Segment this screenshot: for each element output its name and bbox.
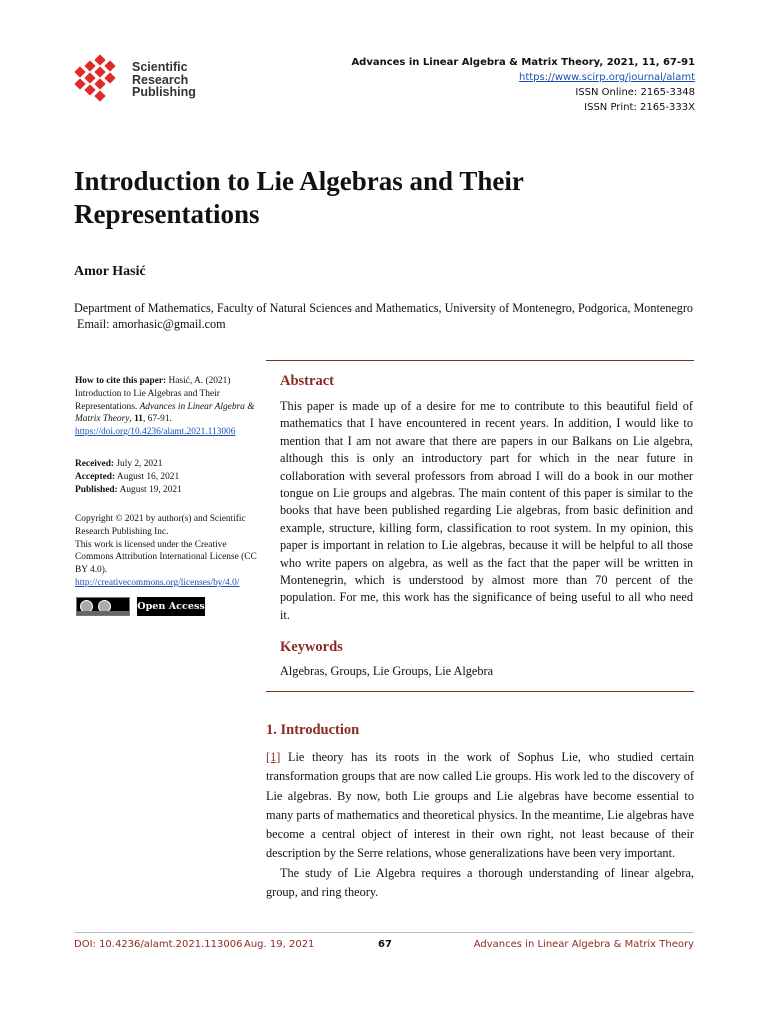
footer-rule (74, 932, 694, 933)
cite-text: Hasić, A. (2021) Introduction to Lie Algebras and Their Representations. (75, 376, 231, 412)
cite-journal: Advances in Linear Algebra & Matrix Theory (75, 401, 255, 425)
page-number: 67 (378, 939, 392, 950)
scirp-diamond-logo-icon (74, 54, 130, 110)
copyright-notice (75, 513, 261, 590)
introduction-heading: 1. Introduction (266, 722, 360, 738)
publisher-name (132, 61, 196, 99)
abstract-text: This paper is made up of a desire for me to contribute to this beautiful field of mathematics that I have encountered in recent years. In addition, I would like to mention that I am not aware that there are papers in our Balkans on Lie algebra, although this is only an introductory part for which in the near future in collaboration with several professors from abroad I will do a book in our mother tongue on Lie groups and algebras. The main content of this paper is similar to the books that have been published regarding Lie algebras, from basic definition and example, structure, killing form, classification to root system. In my opinion, this paper is important in relation to Lie algebras, because it will be helpful to all those who write papers on algebra, as well as the fact that the paper will be written in Montenegrin, which is understood by almost more than 70 percent of the population. For me, this work has the significance of being useful to all who need it. (280, 399, 693, 622)
issn-online: ISSN Online: 2165-3348 (575, 87, 695, 98)
journal-citation: Advances in Linear Algebra & Matrix Theory, 2021, 11, 67-91 (351, 57, 695, 68)
cite-label: How to cite this paper: (75, 376, 167, 386)
publisher-name-line2: Research (132, 72, 189, 87)
introduction-paragraph-1: [1] Lie theory has its roots in the work of Sophus Lie, who studied certain transformation groups that are now called Lie groups. His work led to the discovery of Lie algebras. By now, both Lie groups and Lie algebras have become essential to many parts of mathematics and theoretical physics. In the meantime, Lie algebras have become a central object of interest in their own right, not least because of their description by the Serre relations, whose generalizations have been very important. (266, 750, 694, 861)
keywords-text: Algebras, Groups, Lie Groups, Lie Algebra (280, 664, 494, 678)
publisher-name-line1: Scientific (132, 60, 188, 74)
introduction-paragraph-2: The study of Lie Algebra requires a thorough understanding of linear algebra, group, and ring theory. (266, 865, 694, 900)
copyright-line: Copyright © 2021 by author(s) and Scientific Research Publishing Inc. (75, 514, 246, 537)
license-badges (76, 597, 211, 617)
publisher-name-line3: Publishing (132, 85, 196, 99)
abstract-top-rule (266, 360, 694, 361)
cc-by-license-icon[interactable] (76, 597, 130, 616)
how-to-cite: How to cite this paper: Hasić, A. (2021) Introduction to Lie Algebras and Their Representations. Advances in Linear Algebra & Matrix Theory, 11, 67-91. https://doi.org/10.4236/alamt.2021.113006 (75, 376, 255, 438)
cite-pages: , 67-91. (142, 414, 172, 425)
introduction-body (266, 748, 694, 902)
license-text: This work is licensed under the Creative Commons Attribution International License (CC BY 4.0). (75, 539, 257, 576)
paper-title: Introduction to Lie Algebras and Their Representations (74, 166, 524, 229)
reference-link[interactable]: [1] (266, 750, 281, 764)
publication-dates (75, 458, 261, 496)
publisher-logo (74, 50, 214, 112)
cite-volume: 11 (134, 414, 143, 425)
footer-doi: DOI: 10.4236/alamt.2021.113006 (74, 939, 243, 950)
paper-author: Amor Hasić (74, 264, 146, 279)
abstract-heading: Abstract (280, 373, 334, 389)
author-affiliation: Department of Mathematics, Faculty of Natural Sciences and Mathematics, University of Montenegro, Podgorica, Montenegro (74, 301, 694, 315)
received-date: Received: July 2, 2021 (75, 459, 163, 469)
keywords-heading: Keywords (280, 639, 343, 655)
abstract-bottom-rule (266, 691, 694, 692)
open-access-badge: Open Access (137, 597, 205, 616)
author-email: Email: amorhasic@gmail.com (77, 317, 226, 331)
footer-journal-name: Advances in Linear Algebra & Matrix Theory (473, 939, 694, 950)
accepted-date: Accepted: August 16, 2021 (75, 471, 180, 482)
cite-doi-link[interactable]: https://doi.org/10.4236/alamt.2021.113006 (75, 427, 236, 438)
issn-print: ISSN Print: 2165-333X (584, 102, 695, 113)
footer-date: Aug. 19, 2021 (244, 939, 315, 950)
journal-info (351, 55, 695, 115)
published-date: Published: August 19, 2021 (75, 484, 182, 495)
license-link[interactable]: http://creativecommons.org/licenses/by/4.0/ (75, 577, 240, 588)
journal-url-link[interactable]: https://www.scirp.org/journal/alamt (518, 72, 695, 83)
